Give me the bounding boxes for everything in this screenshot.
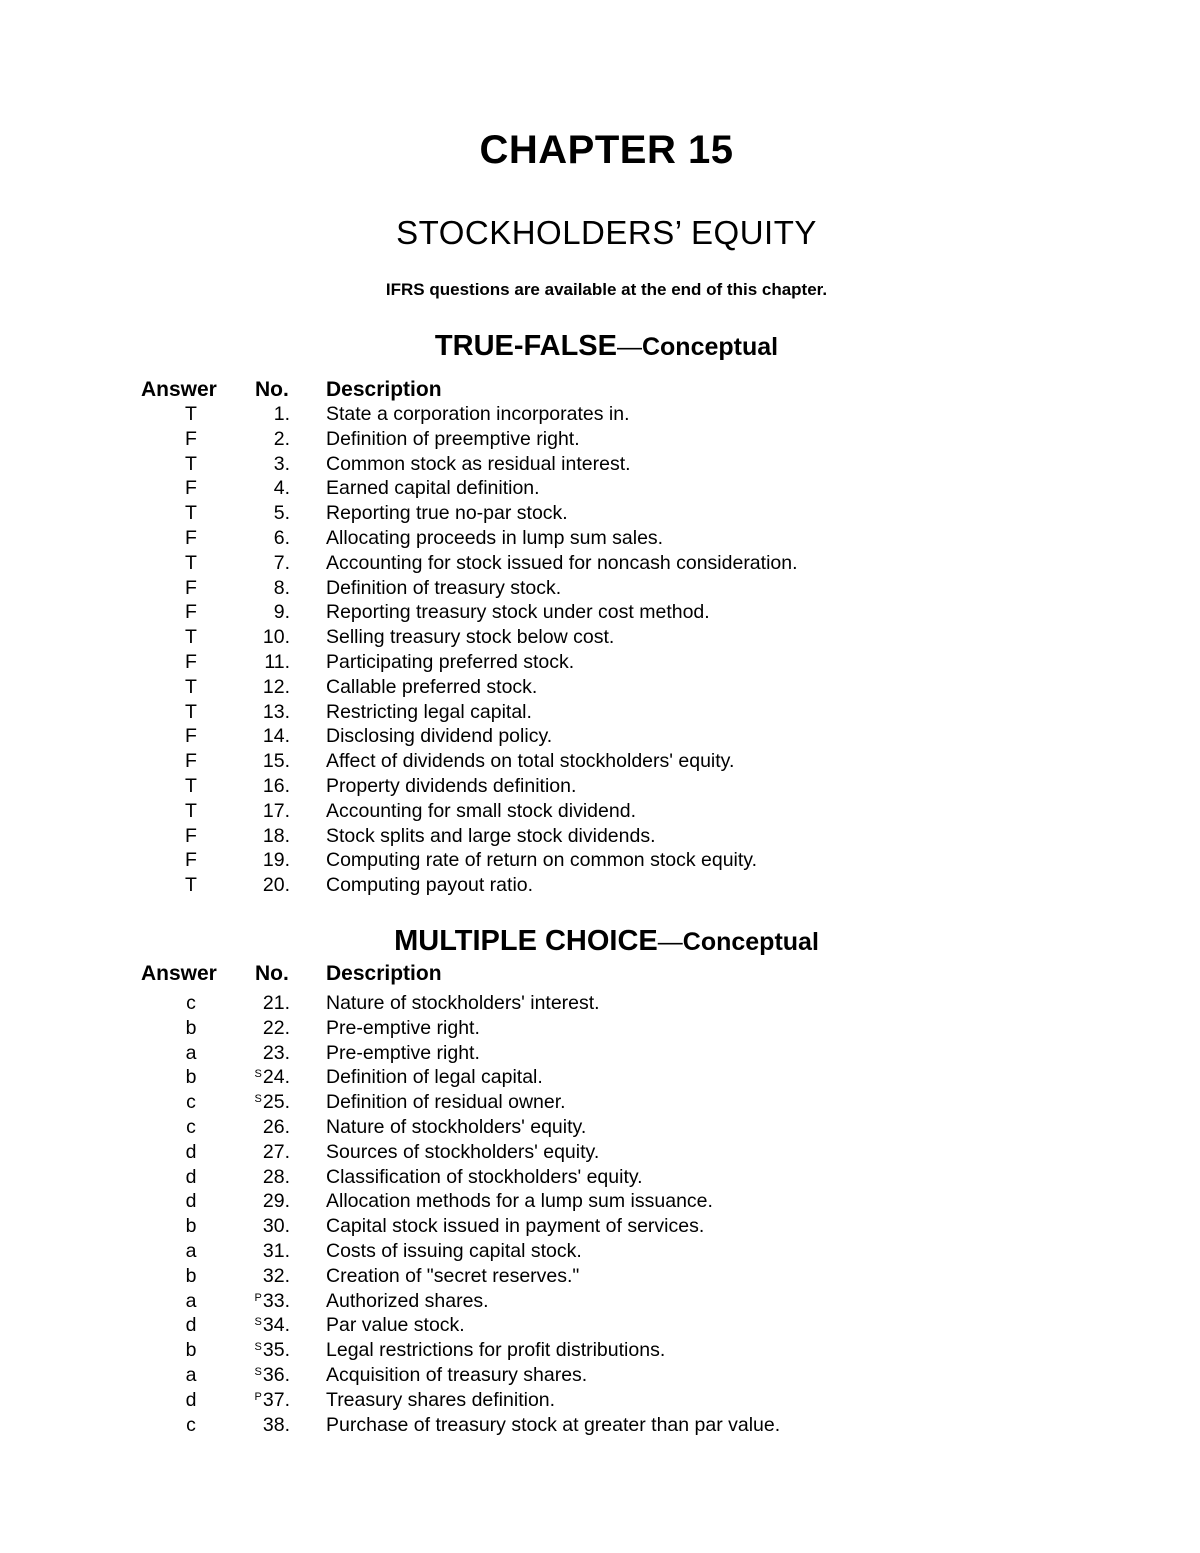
- answer-cell: b: [185, 1016, 197, 1039]
- table-row: [0, 427, 1200, 452]
- table-row: [0, 1140, 1200, 1165]
- question-number: 31.: [262, 1240, 290, 1262]
- number-cell: [220, 724, 290, 749]
- column-no-header: No.: [255, 378, 289, 401]
- column-description-header: Description: [326, 962, 442, 985]
- answer-cell: c: [186, 1091, 196, 1114]
- answer-cell: T: [185, 675, 197, 698]
- description-cell: Acquisition of treasury shares.: [326, 1364, 588, 1386]
- answer-cell: b: [185, 1066, 197, 1089]
- answer-cell: F: [185, 477, 197, 500]
- question-number: 13.: [262, 700, 290, 723]
- number-cell: [220, 1338, 290, 1363]
- table-row: [0, 1264, 1200, 1289]
- multiple-choice-heading-sub: Conceptual: [682, 928, 819, 956]
- true-false-column-headers: [0, 377, 1200, 402]
- answer-cell: T: [185, 502, 197, 525]
- number-cell: [220, 1313, 290, 1338]
- question-source-mark: S: [254, 1316, 262, 1329]
- number-cell: [220, 991, 290, 1016]
- table-row: [0, 1388, 1200, 1413]
- description-cell: Allocation methods for a lump sum issuance.: [326, 1190, 713, 1213]
- description-cell: Callable preferred stock.: [326, 675, 538, 698]
- question-number: 3.: [273, 452, 290, 475]
- table-row: [0, 526, 1200, 551]
- answer-cell: F: [185, 427, 197, 450]
- question-number: 10.: [262, 626, 290, 649]
- description-cell: Stock splits and large stock dividends.: [326, 824, 656, 847]
- number-cell: [220, 749, 290, 774]
- answer-cell: F: [185, 576, 197, 599]
- table-row: [0, 1065, 1200, 1090]
- question-number: 7.: [273, 551, 290, 574]
- question-number: 18.: [262, 824, 290, 847]
- description-cell: Reporting treasury stock under cost method.: [326, 601, 710, 624]
- answer-cell: d: [185, 1388, 197, 1411]
- table-row: [0, 700, 1200, 725]
- question-number: 6.: [273, 527, 290, 549]
- description-cell: Costs of issuing capital stock.: [326, 1240, 582, 1262]
- table-row: [0, 551, 1200, 576]
- true-false-heading-main: TRUE-FALSE: [434, 330, 617, 362]
- question-number: 37.: [262, 1388, 290, 1411]
- answer-cell: F: [185, 651, 197, 673]
- description-cell: Reporting true no-par stock.: [326, 502, 568, 525]
- answer-cell: F: [185, 527, 197, 549]
- number-cell: [220, 774, 290, 799]
- description-cell: Pre-emptive right.: [326, 1016, 480, 1039]
- question-number: 22.: [262, 1016, 290, 1039]
- description-cell: Classification of stockholders' equity.: [326, 1165, 643, 1188]
- number-cell: [220, 452, 290, 477]
- answer-cell: T: [185, 775, 197, 797]
- description-cell: Affect of dividends on total stockholders' equity.: [326, 750, 735, 773]
- table-row: [0, 873, 1200, 898]
- question-number: 36.: [262, 1364, 290, 1386]
- question-source-mark: S: [254, 1366, 262, 1378]
- table-row: [0, 501, 1200, 526]
- answer-cell: T: [185, 700, 197, 723]
- answer-cell: a: [185, 1364, 197, 1386]
- question-number: 11.: [264, 651, 290, 673]
- table-row: [0, 1413, 1200, 1438]
- question-number: 9.: [273, 601, 290, 624]
- table-row: [0, 724, 1200, 749]
- number-cell: [220, 1065, 290, 1090]
- answer-cell: b: [185, 1264, 197, 1287]
- multiple-choice-heading: [0, 925, 1200, 958]
- description-cell: Computing rate of return on common stock equity.: [326, 849, 758, 872]
- description-cell: Definition of residual owner.: [326, 1091, 566, 1114]
- description-cell: Creation of "secret reserves.": [326, 1264, 580, 1287]
- answer-cell: F: [185, 849, 197, 872]
- table-row: [0, 1115, 1200, 1140]
- description-cell: Selling treasury stock below cost.: [326, 626, 615, 649]
- question-number: 32.: [262, 1264, 290, 1287]
- table-row: [0, 824, 1200, 849]
- description-cell: Disclosing dividend policy.: [326, 725, 553, 748]
- answer-cell: c: [186, 992, 196, 1014]
- table-row: [0, 1165, 1200, 1190]
- number-cell: [220, 1189, 290, 1214]
- description-cell: Restricting legal capital.: [326, 700, 532, 723]
- description-cell: Property dividends definition.: [326, 775, 577, 797]
- number-cell: [220, 1165, 290, 1190]
- description-cell: Treasury shares definition.: [326, 1388, 556, 1411]
- table-row: [0, 1016, 1200, 1041]
- table-row: [0, 1363, 1200, 1388]
- description-cell: Definition of treasury stock.: [326, 576, 562, 599]
- answer-cell: F: [185, 725, 197, 748]
- question-number: 1.: [273, 403, 290, 425]
- number-cell: [220, 427, 290, 452]
- number-cell: [220, 551, 290, 576]
- table-row: [0, 1041, 1200, 1066]
- multiple-choice-heading-main: MULTIPLE CHOICE: [394, 925, 658, 957]
- answer-cell: a: [185, 1289, 197, 1312]
- question-number: 28.: [262, 1165, 290, 1188]
- answer-cell: F: [185, 601, 197, 624]
- description-cell: Par value stock.: [326, 1314, 465, 1337]
- description-cell: Allocating proceeds in lump sum sales.: [326, 527, 664, 549]
- question-number: 34.: [262, 1314, 290, 1337]
- table-row: [0, 576, 1200, 601]
- question-number: 33.: [262, 1289, 290, 1312]
- number-cell: [220, 526, 290, 551]
- number-cell: [220, 402, 290, 427]
- table-row: [0, 1313, 1200, 1338]
- number-cell: [220, 600, 290, 625]
- description-cell: Capital stock issued in payment of services.: [326, 1215, 705, 1238]
- answer-cell: b: [185, 1215, 197, 1238]
- question-number: 24.: [262, 1066, 290, 1089]
- number-cell: [220, 1413, 290, 1438]
- answer-cell: d: [185, 1314, 197, 1337]
- number-cell: [220, 1115, 290, 1140]
- number-cell: [220, 848, 290, 873]
- description-cell: Accounting for small stock dividend.: [326, 799, 636, 822]
- answer-cell: b: [185, 1339, 197, 1362]
- question-source-mark: S: [254, 1068, 262, 1081]
- answer-cell: T: [185, 626, 197, 649]
- question-number: 20.: [262, 874, 290, 897]
- question-number: 17.: [262, 799, 290, 822]
- number-cell: [220, 675, 290, 700]
- table-row: [0, 650, 1200, 675]
- description-cell: Nature of stockholders' equity.: [326, 1116, 587, 1138]
- chapter-title: CHAPTER 15: [479, 128, 734, 172]
- description-cell: Definition of preemptive right.: [326, 427, 580, 450]
- number-cell: [220, 1264, 290, 1289]
- table-row: [0, 848, 1200, 873]
- answer-cell: d: [185, 1165, 197, 1188]
- question-number: 5.: [273, 502, 290, 525]
- column-description-header: Description: [326, 378, 442, 401]
- table-row: [0, 1189, 1200, 1214]
- answer-cell: a: [185, 1041, 197, 1064]
- answer-cell: a: [185, 1240, 197, 1262]
- number-cell: [220, 650, 290, 675]
- description-cell: Sources of stockholders' equity.: [326, 1140, 600, 1163]
- number-cell: [220, 501, 290, 526]
- answer-cell: T: [185, 874, 197, 897]
- question-number: 14.: [262, 725, 290, 748]
- number-cell: [220, 576, 290, 601]
- true-false-heading: [0, 330, 1200, 363]
- number-cell: [220, 476, 290, 501]
- question-number: 38.: [262, 1413, 290, 1436]
- number-cell: [220, 1239, 290, 1264]
- number-cell: [220, 700, 290, 725]
- question-number: 27.: [262, 1140, 290, 1163]
- answer-cell: c: [186, 1116, 196, 1138]
- number-cell: [220, 1289, 290, 1314]
- question-number: 12.: [262, 675, 290, 698]
- question-number: 16.: [262, 775, 290, 797]
- column-no-header: No.: [255, 962, 289, 985]
- answer-cell: F: [185, 750, 197, 773]
- table-row: [0, 799, 1200, 824]
- chapter-subtitle: STOCKHOLDERS’ EQUITY: [396, 214, 817, 251]
- question-number: 4.: [273, 477, 290, 500]
- number-cell: [220, 1140, 290, 1165]
- table-row: [0, 600, 1200, 625]
- question-number: 26.: [262, 1116, 290, 1138]
- column-answer-header: Answer: [141, 378, 217, 401]
- question-source-mark: S: [254, 1341, 262, 1354]
- multiple-choice-column-headers: [0, 961, 1200, 986]
- number-cell: [220, 1090, 290, 1115]
- question-source-mark: P: [254, 1390, 262, 1403]
- number-cell: [220, 1363, 290, 1388]
- true-false-heading-dash: —: [616, 333, 642, 361]
- description-cell: Computing payout ratio.: [326, 874, 534, 897]
- table-row: [0, 1338, 1200, 1363]
- answer-cell: T: [185, 452, 197, 475]
- description-cell: Legal restrictions for profit distributions.: [326, 1339, 666, 1362]
- question-number: 35.: [262, 1339, 290, 1362]
- description-cell: Purchase of treasury stock at greater than par value.: [326, 1413, 781, 1436]
- description-cell: State a corporation incorporates in.: [326, 403, 630, 425]
- table-row: [0, 1239, 1200, 1264]
- question-number: 8.: [273, 576, 290, 599]
- number-cell: [220, 1041, 290, 1066]
- table-row: [0, 774, 1200, 799]
- description-cell: Authorized shares.: [326, 1289, 489, 1312]
- description-cell: Participating preferred stock.: [326, 651, 575, 673]
- question-number: 15.: [262, 750, 290, 773]
- table-row: [0, 402, 1200, 427]
- table-row: [0, 625, 1200, 650]
- question-number: 23.: [262, 1041, 290, 1064]
- answer-cell: T: [185, 403, 197, 425]
- question-number: 29.: [262, 1190, 290, 1213]
- question-number: 19.: [262, 849, 290, 872]
- description-cell: Pre-emptive right.: [326, 1041, 480, 1064]
- question-number: 30.: [262, 1215, 290, 1238]
- table-row: [0, 1214, 1200, 1239]
- table-row: [0, 675, 1200, 700]
- number-cell: [220, 1016, 290, 1041]
- table-row: [0, 749, 1200, 774]
- table-row: [0, 476, 1200, 501]
- description-cell: Common stock as residual interest.: [326, 452, 631, 475]
- answer-cell: F: [185, 824, 197, 847]
- number-cell: [220, 1214, 290, 1239]
- table-row: [0, 1090, 1200, 1115]
- question-number: 25.: [262, 1091, 290, 1114]
- ifrs-note: IFRS questions are available at the end of this chapter.: [385, 280, 828, 299]
- answer-cell: c: [186, 1413, 196, 1436]
- question-number: 2.: [273, 427, 290, 450]
- description-cell: Earned capital definition.: [326, 477, 540, 500]
- number-cell: [220, 799, 290, 824]
- question-number: 21.: [262, 992, 290, 1014]
- number-cell: [220, 824, 290, 849]
- answer-cell: d: [185, 1140, 197, 1163]
- answer-cell: T: [185, 799, 197, 822]
- number-cell: [220, 1388, 290, 1413]
- table-row: [0, 991, 1200, 1016]
- column-answer-header: Answer: [141, 962, 217, 985]
- table-row: [0, 1289, 1200, 1314]
- description-cell: Definition of legal capital.: [326, 1066, 543, 1089]
- answer-cell: T: [185, 551, 197, 574]
- true-false-heading-sub: Conceptual: [641, 333, 779, 361]
- table-row: [0, 452, 1200, 477]
- question-source-mark: S: [254, 1093, 262, 1106]
- question-source-mark: P: [254, 1291, 262, 1304]
- number-cell: [220, 625, 290, 650]
- multiple-choice-heading-dash: —: [657, 928, 683, 956]
- description-cell: Accounting for stock issued for noncash consideration.: [326, 551, 798, 574]
- answer-cell: d: [185, 1190, 197, 1213]
- number-cell: [220, 873, 290, 898]
- description-cell: Nature of stockholders' interest.: [326, 992, 600, 1014]
